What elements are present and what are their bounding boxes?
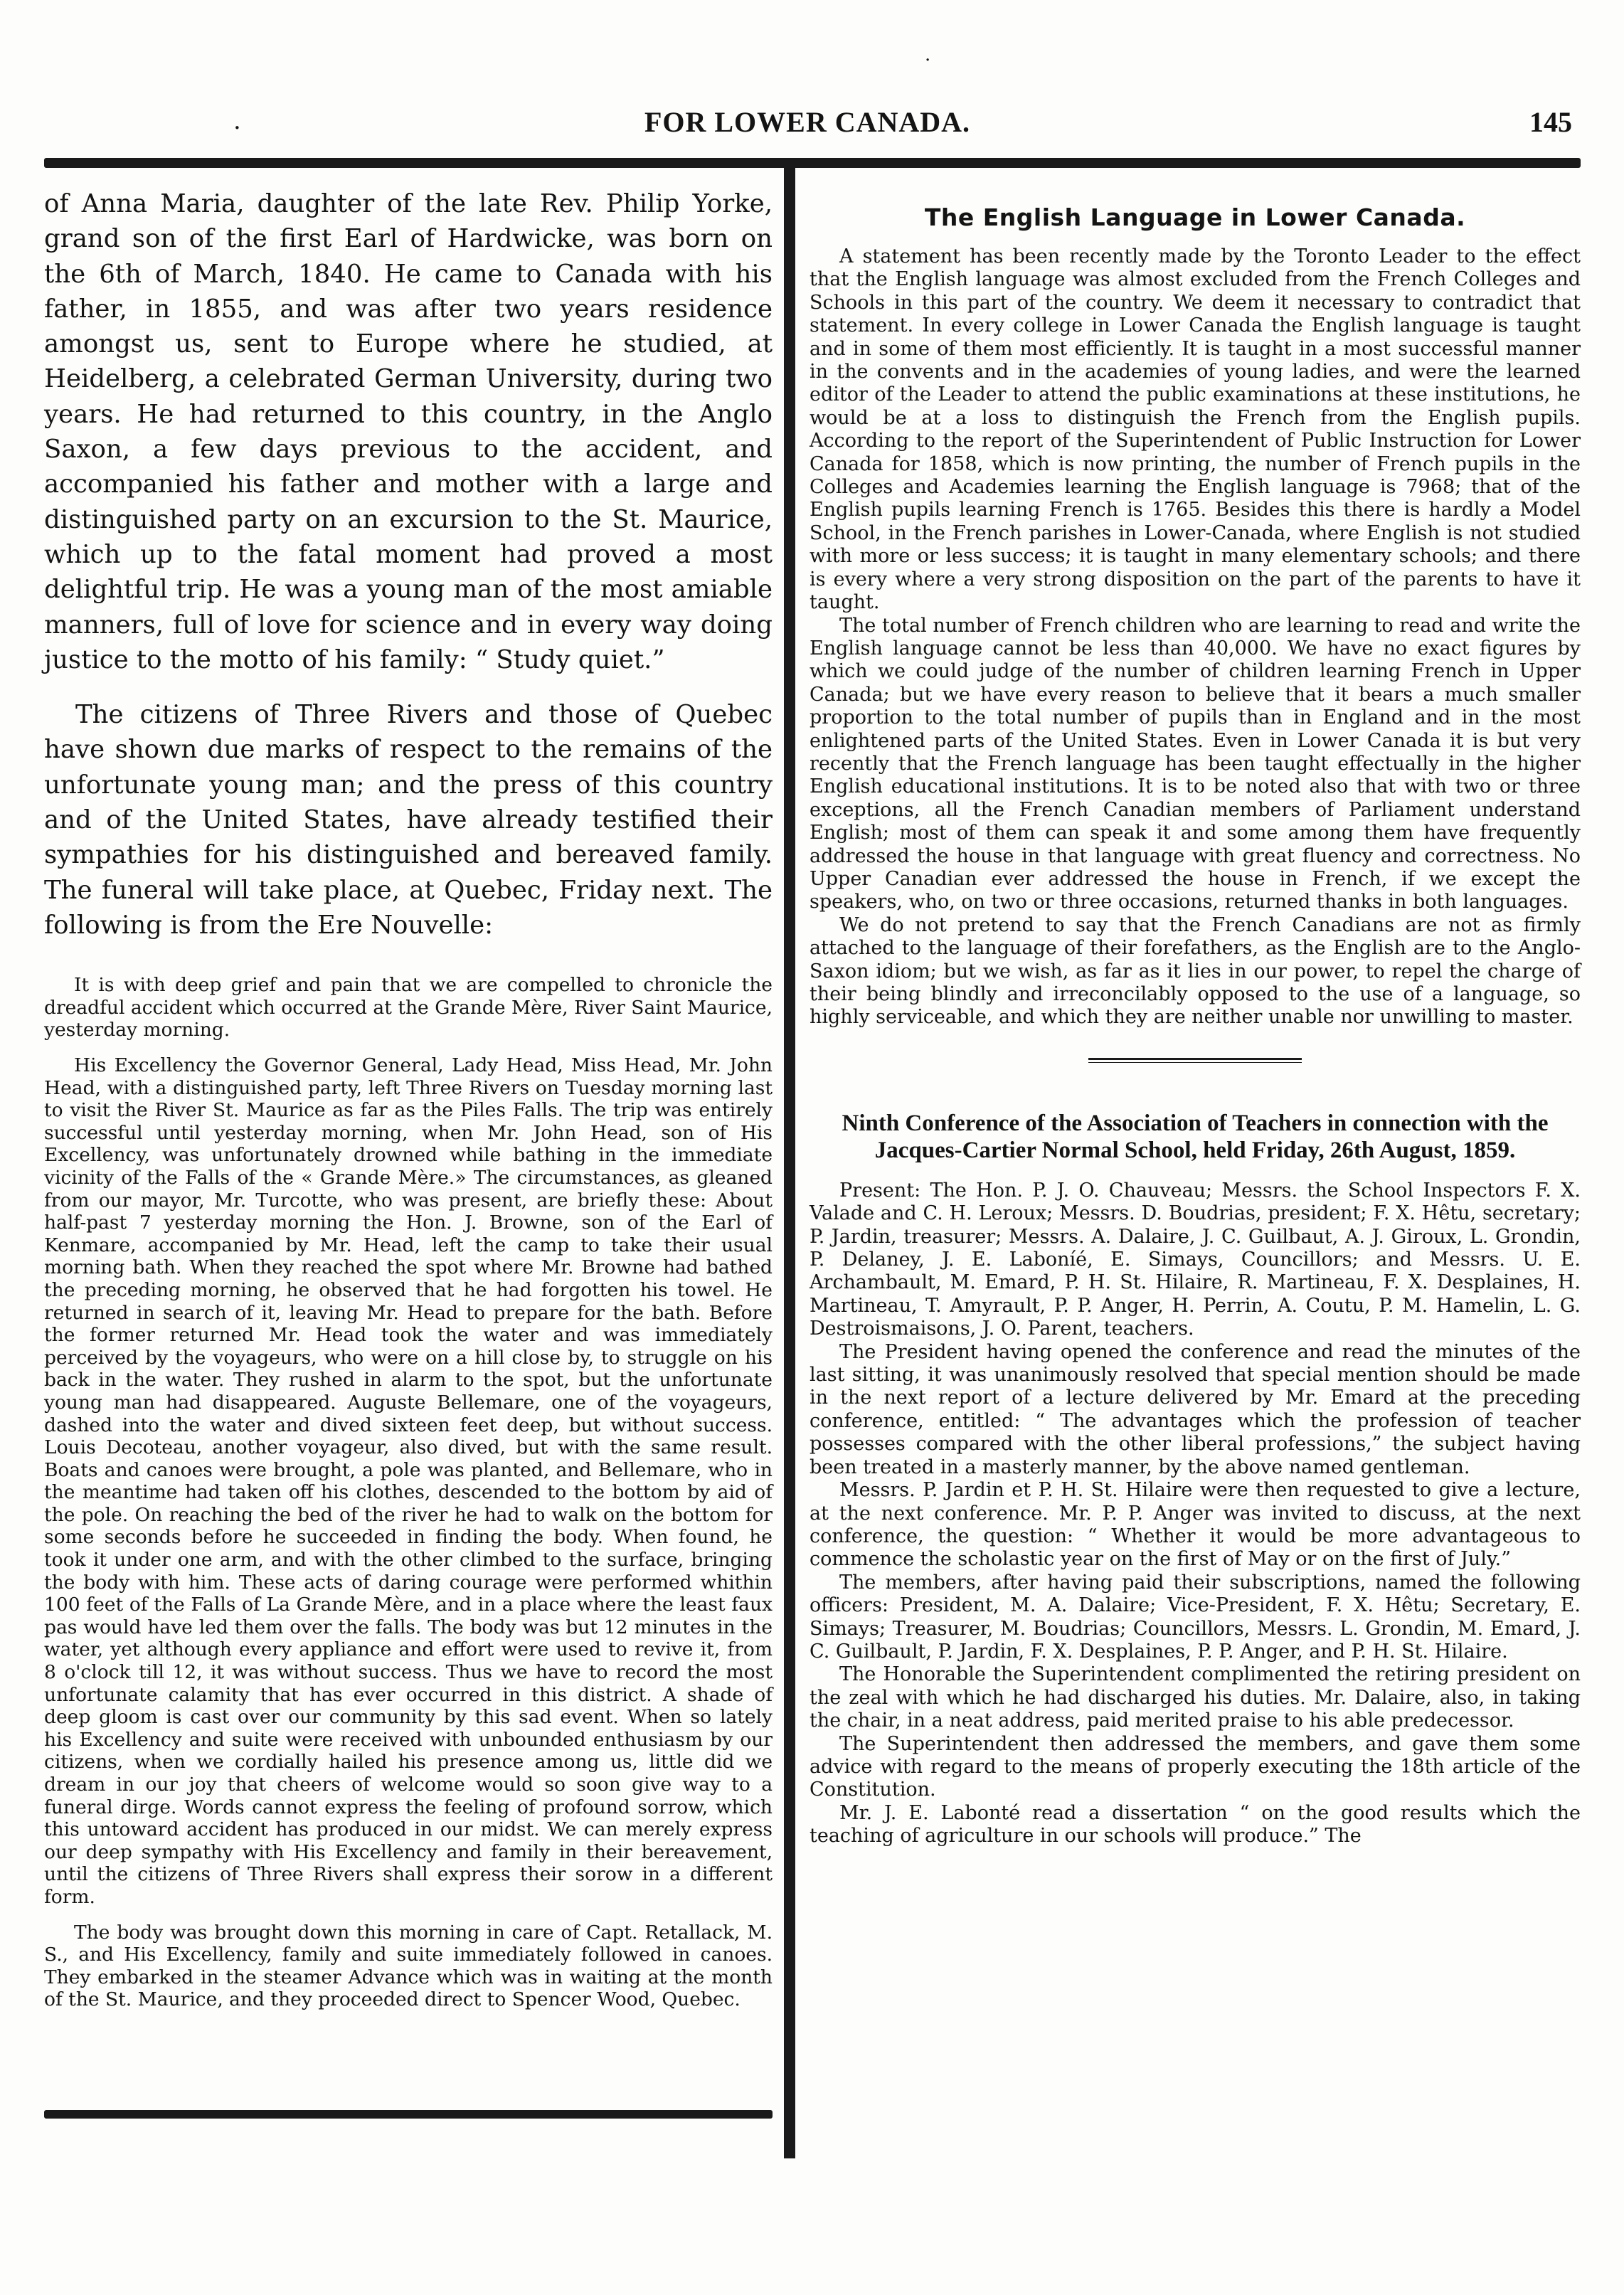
conference-paragraph: The President having opened the conference and read the minutes of the last sitting, it was unanimously resolved that special mention should be made in the next report of a lecture delivered by Mr. Emard at the preceding conference, entitled: “ The advantages which the profession of teacher possesses compared with the other liberal professions,” the subject having been treated in a masterly manner, by the above named gentleman.	[810, 1340, 1581, 1478]
stray-dot: ·	[925, 50, 931, 71]
conference-paragraph: The Superintendent then addressed the members, and gave them some advice with regard to the means of properly executing the 18th article of the Constitution.	[810, 1732, 1581, 1801]
right-column	[810, 186, 1581, 1848]
left-column	[44, 186, 773, 2011]
quote-paragraph: It is with deep grief and pain that we are compelled to chronicle the dreadful accident which occurred at the Grande Mère, River Saint Maurice, yesterday morning.	[44, 974, 773, 1042]
page-number: 145	[1529, 106, 1572, 138]
obituary-paragraph: of Anna Maria, daughter of the late Rev. Philip Yorke, grand son of the first Earl of Hardwicke, was born on the 6th of March, 1840. He came to Canada with his father, in 1855, and was after two years residence amongst us, sent to Europe where he studied, at Heidelberg, a celebrated German University, during two years. He had returned to this country, in the Anglo Saxon, a few days previous to the accident, and accompanied his father and mother with a large and distinguished party on an excursion to the St. Maurice, which up to the fatal moment had proved a most delightful trip. He was a young man of the most amiable manners, full of love for science and in every way doing justice to the motto of his family: “ Study quiet.”	[44, 189, 773, 674]
running-title: FOR LOWER CANADA.	[644, 106, 971, 138]
header-dot: ·	[233, 114, 241, 142]
ere-nouvelle-quote	[44, 974, 773, 2011]
english-language-heading: The English Language in Lower Canada.	[924, 203, 1466, 231]
conference-paragraph: Mr. J. E. Labonté read a dissertation “ on the good results which the teaching of agriculture in our schools will produce.” The	[810, 1801, 1581, 1848]
obituary-paragraph: The citizens of Three Rivers and those of Quebec have shown due marks of respect to the remains of the unfortunate young man; and the press of this country and of the United States, have already testified their sympathies for his distinguished and bereaved family. The funeral will take place, at Quebec, Friday next. The following is from the Ere Nouvelle:	[44, 700, 773, 940]
article-paragraph: The total number of French children who are learning to read and write the English language cannot be less than 40,000. We have no exact figures by which we could judge of the number of children learning French in Upper Canada; but we have every reason to believe that it bears a much smaller proportion to the total number of pupils than in England and in the most enlightened parts of the United States. Even in Lower Canada it is but very recently that the French language has been taught effectually in the higher English educational institutions. It is to be noted also that with two or three exceptions, all the French Canadian members of Parliament understand English; most of them can speak it and some among them have frequently addressed the house in that language with great fluency and correctness. No Upper Canadian ever addressed the house in French, if we except the speakers, who, on two or three occasions, returned thanks in both languages.	[810, 614, 1581, 913]
article-paragraph: We do not pretend to say that the French Canadians are not as firmly attached to the language of their forefathers, as the English are to the Anglo-Saxon idiom; but we wish, as far as it lies in our power, to repel the charge of their being blindly and irreconcilably opposed to the use of a language, so highly serviceable, and which they are neither unable nor unwilling to master.	[810, 913, 1581, 1029]
conference-paragraph: Present: The Hon. P. J. O. Chauveau; Messrs. the School Inspectors F. X. Valade and C. H. Leroux; Messrs. D. Boudrias, president; F. X. Hêtu, secretary; P. Jardin, treasurer; Messrs. A. Dalaire, J. C. Guilbaut, A. J. Giroux, L. Grondin, P. Delaney, J. E. Laboníé, E. Simays, Councillors; and Messrs. U. E. Archambault, M. Emard, P. H. St. Hilaire, R. Martineau, F. X. Desplaines, H. Martineau, T. Amyrault, P. P. Anger, H. Perrin, A. Coutu, P. M. Hamelin, L. G. Destroismaisons, J. O. Parent, teachers.	[810, 1179, 1581, 1340]
quote-paragraph: His Excellency the Governor General, Lady Head, Miss Head, Mr. John Head, with a distinguished party, left Three Rivers on Tuesday morning last to visit the River St. Maurice as far as the Piles Falls. The trip was entirely successful until yesterday morning, when Mr. John Head, son of His Excellency, was unfortunately drowned while bathing in the immediate vicinity of the Falls of the « Grande Mère.» The circumstances, as gleaned from our mayor, Mr. Turcotte, who was present, are briefly these: About half-past 7 yesterday morning the Hon. J. Browne, son of the Earl of Kenmare, accompanied by Mr. Head, left the camp to take their usual morning bath. When they reached the spot where Mr. Browne had bathed the preceding morning, he observed that he had forgotten his towel. He returned in search of it, leaving Mr. Head to prepare for the bath. Before the former returned Mr. Head took the water and was immediately perceived by the voyageurs, who were on a hill close by, to struggle on his back in the water. They rushed in alarm to the spot, but the unfortunate young man had disappeared. Auguste Bellemare, one of the voyageurs, dashed into the water and dived sixteen feet deep, but without success. Louis Decoteau, another voyageur, also dived, but with the same result. Boats and canoes were brought, a pole was planted, and Bellemare, who in the meantime had taken off his clothes, descended to the bottom by aid of the pole. On reaching the bed of the river he had to walk on the bottom for some seconds before he succeeded in finding the body. When found, he took it under one arm, and with the other climbed to the surface, bringing the body with him. These acts of daring courage were performed whithin 100 feet of the Falls of La Grande Mère, and in a place where the least faux pas would have led them over the falls. The body was but 12 minutes in the water, yet although every appliance and effort were used to revive it, from 8 o'clock till 12, it was without success. Thus we have to record the most unfortunate calamity that has ever occurred in this district. A shade of deep gloom is cast over our community by this sad event. When so lately his Excellency and suite were received with unbounded enthusiasm by our citizens, when we cordially hailed his presence among us, little did we dream in our joy that cheers of welcome would so soon give way to a funeral dirge. Words cannot express the feeling of profound sorrow, which this untoward accident has produced in our midst. We can merely express our deep sympathy with His Excellency and family in their bereavement, until the citizens of Three Rivers shall express their sorow in a different form.	[44, 1054, 773, 1908]
conference-paragraph: The Honorable the Superintendent complimented the retiring president on the zeal with which he had discharged his duties. Mr. Dalaire, also, in taking the chair, in a neat address, paid merited praise to his able predecessor.	[810, 1663, 1581, 1732]
conference-paragraph: Messrs. P. Jardin et P. H. St. Hilaire were then requested to give a lecture, at the next conference. Mr. P. P. Anger was invited to discuss, at the next conference, the question: “ Whether it would be more advantageous to commence the scholastic year on the first of May or on the first of July.”	[810, 1479, 1581, 1571]
section-divider	[1088, 1058, 1302, 1063]
top-rule	[44, 158, 1581, 168]
bottom-rule	[44, 2110, 773, 2119]
conference-paragraph: The members, after having paid their subscriptions, named the following officers: President, M. A. Dalaire; Vice-President, F. X. Hêtu; Secretary, E. Simays; Treasurer, M. Boudrias; Councillors, Messrs. L. Grondin, M. Emard, J. C. Guilbault, P. Jardin, F. X. Desplaines, P. P. Anger, and P. H. St. Hilaire.	[810, 1571, 1581, 1663]
conference-heading: Ninth Conference of the Association of Teachers in connection with the Jacques-Cartier Normal School, held Friday, 26th August, 1859.	[842, 1110, 1549, 1163]
article-paragraph: A statement has been recently made by the Toronto Leader to the effect that the English language was almost excluded from the French Colleges and Schools in this part of the country. We deem it necessary to contradict that statement. In every college in Lower Canada the English language is taught and in some of them most efficiently. It is taught in a most successful manner in the convents and in the academies of young ladies, and were the learned editor of the Leader to attend the public examinations at these institutions, he would be at a loss to distinguish the French from the English pupils. According to the report of the Superintendent of Public Instruction for Lower Canada for 1858, which is now printing, the number of French pupils in the Colleges and Academies learning the English language is 7968; that of the English pupils learning French is 1765. Besides this there is hardly a Model School, in the French parishes in Lower-Canada, where English is not studied with more or less success; it is taught in many elementary schools; and there is every where a very strong disposition on the part of the parents to have it taught.	[810, 245, 1581, 614]
quote-paragraph: The body was brought down this morning in care of Capt. Retallack, M. S., and His Excellency, family and suite immediately followed in canoes. They embarked in the steamer Advance which was in waiting at the month of the St. Maurice, and they proceeded direct to Spencer Wood, Quebec.	[44, 1921, 773, 2011]
running-header	[43, 105, 1572, 148]
obituary-text	[44, 186, 773, 943]
column-rule	[784, 168, 795, 2158]
